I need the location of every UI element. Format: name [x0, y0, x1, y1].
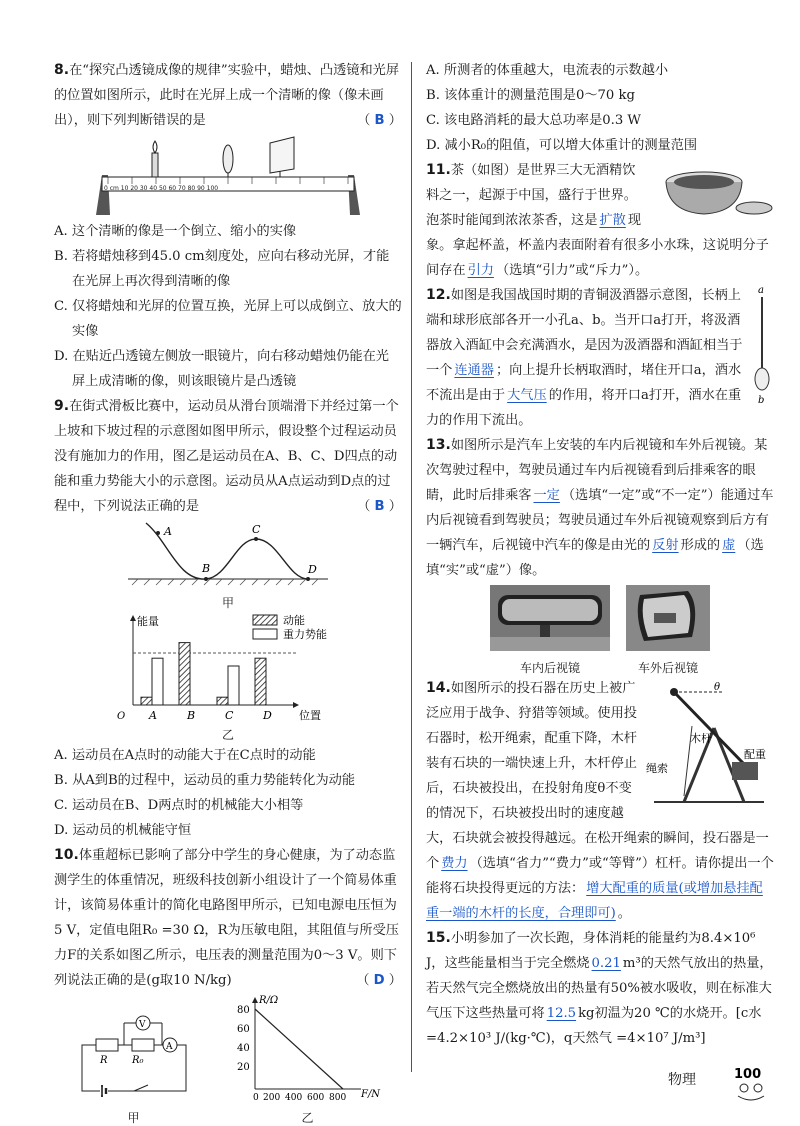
point-a-label: A	[164, 525, 172, 538]
answer-blank: 费力	[441, 856, 468, 871]
xtick: 800	[328, 1093, 346, 1101]
answer-blank: 大气压	[507, 388, 547, 403]
option-b: B. 若将蜡烛移到45.0 cm刻度处，应向右移动光屏，才能在光屏上再次得到清晰的像	[54, 249, 390, 289]
figure-caption-jia: 甲	[127, 1111, 140, 1125]
resistance-force-graph	[233, 993, 383, 1101]
figure-caption-yi: 乙	[301, 1111, 314, 1125]
question-number: 8.	[54, 62, 70, 78]
option-d: D. 运动员的机械能守恒	[54, 823, 192, 838]
xtick: 600	[306, 1093, 324, 1101]
text: 如图所示的投石器在历史上被广泛应用于战争、狩猎等领域。使用投石器时，松开绳索，配重下降，木杆装有石块的一端快速上升，木杆停止后，石块被投出，在投射角度θ不变的情况下，石块被投出时的速度越大，石块就会被投得越远。在松开绳索的瞬间，投石器是一个	[426, 681, 769, 871]
question-stem: 在“探究凸透镜成像的规律”实验中，蜡烛、凸透镜和光屏的位置如图所示，此时在光屏上成一个清晰的像（像未画出），则下列判断错误的是	[54, 63, 400, 128]
trebuchet-figure	[644, 678, 774, 808]
convex-lens	[223, 145, 233, 173]
question-13	[426, 433, 774, 676]
tea-figure	[654, 162, 774, 226]
answer-blank: 0.21	[591, 956, 621, 971]
figure-caption-yi: 乙	[221, 728, 234, 742]
ytick: 80	[236, 1005, 250, 1016]
text: 。	[617, 906, 631, 921]
caption-inner-mirror: 车内后视镜	[519, 661, 580, 675]
question-number: 14.	[426, 680, 451, 696]
label-theta: θ	[714, 682, 721, 693]
answer-blank: 连通器	[454, 363, 494, 378]
caption-outer-mirror: 车外后视镜	[637, 661, 698, 675]
light-screen	[270, 137, 294, 173]
answer-blank: 一定	[533, 488, 560, 503]
legend-ke-label: 动能	[283, 614, 305, 627]
circuit-figure-wrap	[74, 1015, 194, 1126]
bar-ke-B	[179, 643, 190, 705]
right-column	[426, 58, 774, 1051]
q9-options	[54, 743, 402, 843]
point-a-dot	[156, 531, 160, 535]
option-a: A. 所测者的体重越大，电流表的示数越小	[426, 63, 669, 78]
optical-bench-figure	[88, 135, 368, 217]
footer-subject: 物理	[668, 1072, 696, 1088]
question-number: 9.	[54, 398, 70, 414]
question-stem: 在街式滑板比赛中，运动员从滑台顶端滑下并经过第一个上坡和下坡过程的示意图如图甲所示，假设整个过程运动员没有施加力的作用，图乙是运动员在A、B、C、D四点的动能和重力势能大小的示意图。运动员从A点运动到D点的过程中，下列说法正确的是	[54, 399, 399, 514]
option-c: C. 仅将蜡烛和光屏的位置互换，光屏上可以成倒立、放大的实像	[54, 299, 402, 339]
wine-dipper-figure	[750, 283, 774, 403]
text: 的作用，将开口a打开，酒水在重力的作用下流出。	[426, 388, 742, 428]
graph-xlabel: F/N	[360, 1089, 380, 1100]
column-divider	[411, 62, 412, 1072]
answer-bracket: （ B ）	[357, 499, 402, 514]
question-number: 13.	[426, 437, 451, 453]
xtick-A: A	[149, 709, 157, 722]
text: （选填“实”或“虚”）像。	[426, 538, 764, 578]
answer-blank: 反射	[652, 538, 679, 553]
text: 现象。拿起杯盖，杯盖内表面附着有很多小水珠，这说明分子间存在	[426, 213, 769, 278]
question-9	[54, 394, 402, 843]
mirror-photos	[426, 585, 774, 676]
trebuchet-pole	[674, 692, 744, 764]
answer-bracket: （ D ）	[356, 973, 402, 988]
option-a: A. 这个清晰的像是一个倒立、缩小的实像	[54, 224, 297, 239]
bar-ke-D	[255, 658, 266, 705]
text: （选填“一定”或“不一定”）能通过车内后视镜看到驾驶员；驾驶员通过车外后视镜观察到后方有一辆汽车，后视镜中汽车的像是由光的	[426, 488, 774, 553]
xtick: 400	[284, 1093, 302, 1101]
graph-ylabel: R/Ω	[258, 995, 278, 1006]
legend-ke-swatch	[253, 615, 277, 625]
answer-blank: 虚	[722, 538, 736, 553]
label-a: a	[758, 285, 764, 296]
point-b-dot	[204, 577, 208, 581]
question-number: 12.	[426, 287, 451, 303]
text: 如图是我国战国时期的青铜汲酒器示意图，长柄上端和球形底部各开一小孔a、b。当开口a打开，将汲酒器放入酒缸中会充满酒水，是因为汲酒器和酒缸相当于一个	[426, 288, 743, 378]
answer-blank: 12.5	[546, 1006, 577, 1021]
answer: D	[373, 973, 385, 988]
legend-pe-swatch	[253, 629, 277, 639]
energy-bar-chart	[113, 613, 343, 725]
xtick-C: C	[225, 709, 234, 722]
bar-ke-C	[217, 697, 228, 705]
chart-xlabel: 位置	[299, 709, 321, 722]
option-d: D. 在贴近凸透镜左侧放一眼镜片，向右移动蜡烛仍能在光屏上成清晰的像，则该眼镜片是凸透镜	[54, 349, 389, 389]
text: 形成的	[680, 538, 721, 553]
chart-ylabel: 能量	[137, 615, 159, 628]
chart-origin: O	[117, 711, 126, 722]
label-b: b	[758, 395, 765, 403]
graph-line	[255, 1009, 343, 1089]
svg-text:A: A	[165, 1042, 172, 1052]
xtick: 200	[262, 1093, 280, 1101]
inner-mirror-photo	[490, 585, 610, 651]
point-c-label: C	[252, 523, 261, 536]
label-pole: 木杆	[690, 732, 712, 745]
ytick: 60	[236, 1024, 250, 1035]
option-a: A. 运动员在A点时的动能大于在C点时的动能	[54, 748, 316, 763]
text: （选填“引力”或“斥力”）。	[495, 263, 649, 278]
text: ；向上提升长柄取酒时，堵住开口a，酒水不流出是由于	[426, 363, 742, 403]
point-c-dot	[254, 537, 258, 541]
outer-mirror-wrap	[626, 585, 710, 676]
resistor-r0	[132, 1039, 154, 1051]
xtick-B: B	[187, 709, 196, 722]
label-weight: 配重	[744, 748, 766, 761]
point-d-label: D	[308, 563, 317, 576]
xtick-D: D	[263, 709, 272, 722]
candle-flame	[153, 141, 157, 153]
question-15	[426, 926, 774, 1051]
legend-pe-label: 重力势能	[283, 628, 327, 641]
svg-text:V: V	[138, 1020, 145, 1030]
text: m³的天然气放出的热量，若天然气完全燃烧放出的热量有50%被水吸收，则在标准大气压下这些热量可将	[426, 956, 773, 1021]
point-d-dot	[306, 577, 310, 581]
svg-text:R₀: R₀	[131, 1055, 144, 1066]
question-8	[54, 58, 402, 394]
candle	[152, 153, 158, 177]
question-number: 10.	[54, 847, 79, 863]
bar-ke-A	[141, 697, 152, 705]
point-b-label: B	[202, 562, 211, 575]
counterweight	[732, 762, 758, 780]
question-number: 11.	[426, 162, 451, 178]
option-d: D. 减小R₀的阻值，可以增大体重计的测量范围	[426, 138, 698, 153]
text: 如图所示是汽车上安装的车内后视镜和车外后视镜。某次驾驶过程中，驾驶员通过车内后视镜看到后排乘客的眼睛，此时后排乘客	[426, 438, 768, 503]
page-number-badge	[730, 1060, 774, 1104]
ground-hatch	[132, 579, 318, 585]
q10-options	[426, 58, 774, 158]
tea-lid	[736, 202, 772, 214]
text: kg初温为20 ℃的水烧开。[c水 =4.2×10³ J/(kg·℃)，q天然气 =4×10⁷ J/m³]	[426, 1006, 762, 1046]
resistor-r	[96, 1039, 118, 1051]
bar-pe-C	[228, 666, 239, 705]
page-number: 100	[734, 1067, 762, 1082]
ruler-scale-label: 0 cm 10 20 30 40 50 60 70 80 90 100	[104, 185, 219, 192]
bar-pe-A	[152, 658, 163, 705]
question-12	[426, 283, 774, 433]
answer-blank: 增大配重的质量(或增加悬挂配重一端的木杆的长度，合理即可)	[426, 881, 763, 921]
switch	[134, 1085, 148, 1091]
answer-blank: 引力	[467, 263, 494, 278]
xtick: 0	[252, 1093, 259, 1101]
option-c: C. 运动员在B、D两点时的机械能大小相等	[54, 798, 304, 813]
label-rope: 绳索	[646, 762, 668, 775]
question-10	[54, 843, 402, 1126]
q10-figures	[54, 993, 402, 1126]
left-column	[54, 58, 402, 1126]
outer-mirror-photo	[626, 585, 710, 651]
figure-caption-jia: 甲	[221, 596, 234, 610]
inner-mirror-wrap	[490, 585, 610, 676]
text: 茶（如图）是世界三大无酒精饮料之一，起源于中国，盛行于世界。泡茶时能闻到浓浓茶香，这是	[426, 163, 637, 228]
ytick: 20	[236, 1062, 250, 1073]
text: （选填“省力”“费力”或“等臂”）杠杆。请你提出一个能将石块投得更远的方法：	[426, 856, 774, 896]
question-11	[426, 158, 774, 283]
ytick: 40	[236, 1043, 250, 1054]
option-b: B. 该体重计的测量范围是0～70 kg	[426, 88, 635, 103]
text: 小明参加了一次长跑，身体消耗的能量约为8.4×10⁶ J，这些能量相当于完全燃烧	[426, 931, 756, 971]
skate-track-figure	[128, 521, 328, 593]
question-14	[426, 676, 774, 926]
answer-blank: 扩散	[599, 213, 626, 228]
answer-bracket: （ B ）	[357, 113, 402, 128]
q8-options	[54, 219, 402, 394]
graph-figure-wrap	[233, 993, 383, 1126]
option-c: C. 该电路消耗的最大总功率是0.3 W	[426, 113, 641, 128]
circuit-diagram	[74, 1015, 194, 1101]
svg-text:R: R	[99, 1055, 108, 1066]
option-b: B. 从A到B的过程中，运动员的重力势能转化为动能	[54, 773, 356, 788]
answer: B	[374, 499, 385, 514]
answer: B	[374, 113, 385, 128]
question-number: 15.	[426, 930, 451, 946]
question-stem: 体重超标已影响了部分中学生的身心健康，为了动态监测学生的体重情况，班级科技创新小组设计了一个简易体重计，该简易体重计的简化电路图甲所示，已知电源电压恒为5 V，定值电阻R₀ =30 Ω，R为压敏电阻，其阻值与所受压力F的关系如图乙所示，电压表的测量范围为0～3 V。则下列说法正确的是(g取10 N/kg)	[54, 848, 399, 988]
